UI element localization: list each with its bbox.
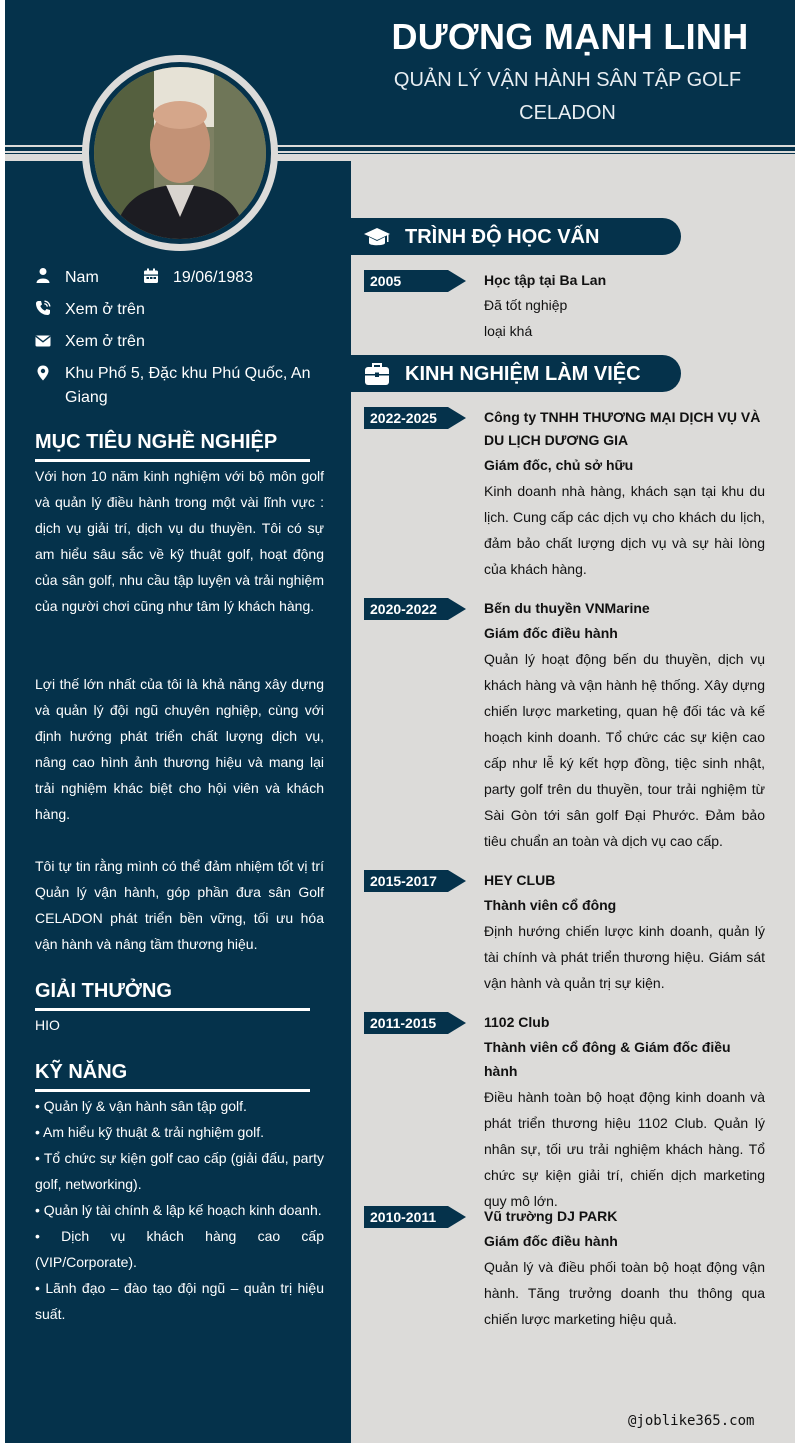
objective-rule [35, 459, 310, 462]
candidate-name: DƯƠNG MẠNH LINH [391, 16, 749, 57]
birthday-text: 19/06/1983 [173, 269, 254, 286]
job-role: Giám đốc, chủ sở hữu [484, 457, 634, 473]
email-text: Xem ở trên [65, 333, 145, 350]
job-entry [484, 869, 765, 996]
job-role: Thành viên cổ đông [484, 897, 617, 913]
job-role: Giám đốc điều hành [484, 625, 618, 641]
job-company: Công ty TNHH THƯƠNG MẠI DỊCH VỤ VÀ DU LỊCH DƯƠNG GIA [484, 409, 761, 448]
skill-item: • Quản lý tài chính & lập kế hoạch kinh doanh. [35, 1202, 322, 1218]
education-status: Đã tốt nghiệp [484, 297, 568, 313]
job-company: Vũ trường DJ PARK [484, 1208, 618, 1224]
gender-text: Nam [65, 269, 99, 286]
job-company: HEY CLUB [484, 872, 556, 888]
job-years: 2011-2015 [370, 1015, 437, 1031]
skill-item: • Quản lý & vận hành sân tập golf. [35, 1098, 247, 1114]
awards-heading: GIẢI THƯỞNG [35, 980, 172, 1002]
job-description: Điều hành toàn bộ hoạt động kinh doanh và phát triển thương hiệu 1102 Club. Quản lý nhân sự, tối ưu trải nghiệm khách hàng. Tổ chức sự kiện giải trí, chiến dịch marketing quy mô lớn. [484, 1089, 765, 1209]
job-entry [484, 597, 765, 854]
experience-heading: KINH NGHIỆM LÀM VIỆC [405, 363, 641, 385]
awards-text: HIO [35, 1017, 60, 1033]
location-pin-icon [35, 365, 51, 381]
education-year-tag [364, 270, 466, 292]
education-year: 2005 [370, 273, 402, 289]
skills-rule [35, 1089, 310, 1092]
avatar [94, 67, 266, 239]
phone-icon [35, 300, 51, 316]
objective-paragraph-3: Tôi tự tin rằng mình có thể đảm nhiệm tốt vị trí Quản lý vận hành, góp phần đưa sân Golf CELADON phát triển bền vững, tối ưu hóa vận hành và nâng tầm thương hiệu. [35, 858, 324, 952]
job-description: Quản lý hoạt động bến du thuyền, dịch vụ khách hàng và vận hành hệ thống. Xây dựng chiến lược marketing, quan hệ đối tác và kế hoạch kinh doanh. Tổ chức các sự kiện cao cấp như lễ ký kết hợp đồng, tiệc sinh nhật, party golf trên du thuyền, tour trải nghiệm từ Sài Gòn tới sân golf Đại Phước. Đảm bảo tiêu chuẩn an toàn và dịch vụ cao cấp. [484, 651, 765, 849]
job-years: 2020-2022 [370, 601, 437, 617]
footer-watermark: @joblike365.com [628, 1413, 755, 1429]
skill-item: • Tổ chức sự kiện golf cao cấp (giải đấu, party golf, networking). [35, 1150, 324, 1192]
objective-paragraph-1: Với hơn 10 năm kinh nghiệm với bộ môn golf và quản lý điều hành trong một vài lĩnh vực : dịch vụ giải trí, dịch vụ du thuyền. Tôi có sự am hiểu sâu sắc về kỹ thuật golf, hoạt động của sân golf, nhu cầu tập luyện và trải nghiệm của người chơi cũng như tâm lý khách hàng. [35, 468, 324, 614]
envelope-icon [35, 333, 51, 349]
job-company: 1102 Club [484, 1014, 550, 1030]
education-grade: loại khá [484, 323, 533, 339]
job-year-tag [364, 407, 466, 429]
avatar-photo [94, 67, 266, 239]
skill-item: • Dịch vụ khách hàng cao cấp (VIP/Corporate). [35, 1228, 324, 1270]
job-year-tag [364, 598, 466, 620]
job-description: Quản lý và điều phối toàn bộ hoạt động vận hành. Tăng trưởng doanh thu thông qua chiến lược marketing hiệu quả. [484, 1259, 765, 1327]
objective-heading: MỤC TIÊU NGHỀ NGHIỆP [35, 431, 278, 453]
address-text: Khu Phố 5, Đặc khu Phú Quốc, An Giang [65, 365, 311, 406]
job-company: Bến du thuyền VNMarine [484, 600, 650, 616]
education-entry [484, 269, 765, 344]
person-icon [35, 267, 51, 283]
resume-page [5, 0, 795, 1443]
calendar-icon [143, 268, 159, 284]
job-entry [484, 1011, 765, 1214]
skill-item: • Am hiểu kỹ thuật & trải nghiệm golf. [35, 1124, 265, 1140]
job-year-tag [364, 1012, 466, 1034]
job-role: Thành viên cổ đông & Giám đốc điều hành [484, 1039, 731, 1079]
skills-list [35, 1093, 324, 1327]
phone-text: Xem ở trên [65, 301, 145, 318]
job-years: 2022-2025 [370, 410, 437, 426]
job-year-tag [364, 870, 466, 892]
education-heading: TRÌNH ĐỘ HỌC VẤN [405, 226, 600, 248]
job-title: QUẢN LÝ VẬN HÀNH SÂN TẬP GOLF CELADON [393, 69, 742, 124]
skill-item: • Lãnh đạo – đào tạo đội ngũ – quản trị hiệu suất. [35, 1280, 324, 1322]
education-header [351, 218, 681, 255]
skills-heading: KỸ NĂNG [35, 1061, 128, 1083]
graduation-cap-icon [364, 224, 390, 250]
job-years: 2010-2011 [370, 1209, 437, 1225]
job-description: Kinh doanh nhà hàng, khách sạn tại khu du lịch. Cung cấp các dịch vụ cho khách du lịch, đảm bảo chất lượng dịch vụ và sự hài lòng của khách hàng. [484, 483, 765, 577]
job-year-tag [364, 1206, 466, 1228]
job-years: 2015-2017 [370, 873, 437, 889]
briefcase-icon [364, 361, 390, 387]
experience-header [351, 355, 681, 392]
job-entry [484, 1205, 765, 1332]
job-role: Giám đốc điều hành [484, 1233, 618, 1249]
objective-paragraph-2: Lợi thế lớn nhất của tôi là khả năng xây dựng và quản lý đội ngũ chuyên nghiệp, cùng với định hướng phát triển chất lượng dịch vụ, nâng cao hình ảnh thương hiệu và mang lại trải nghiệm khác biệt cho hội viên và khách hàng. [35, 676, 324, 822]
job-entry [484, 406, 765, 582]
education-school: Học tập tại Ba Lan [484, 272, 607, 288]
job-description: Định hướng chiến lược kinh doanh, quản lý tài chính và phát triển thương hiệu. Giám sát vận hành và quản trị sự kiện. [484, 923, 765, 991]
awards-rule [35, 1008, 310, 1011]
sidebar [5, 161, 351, 1443]
